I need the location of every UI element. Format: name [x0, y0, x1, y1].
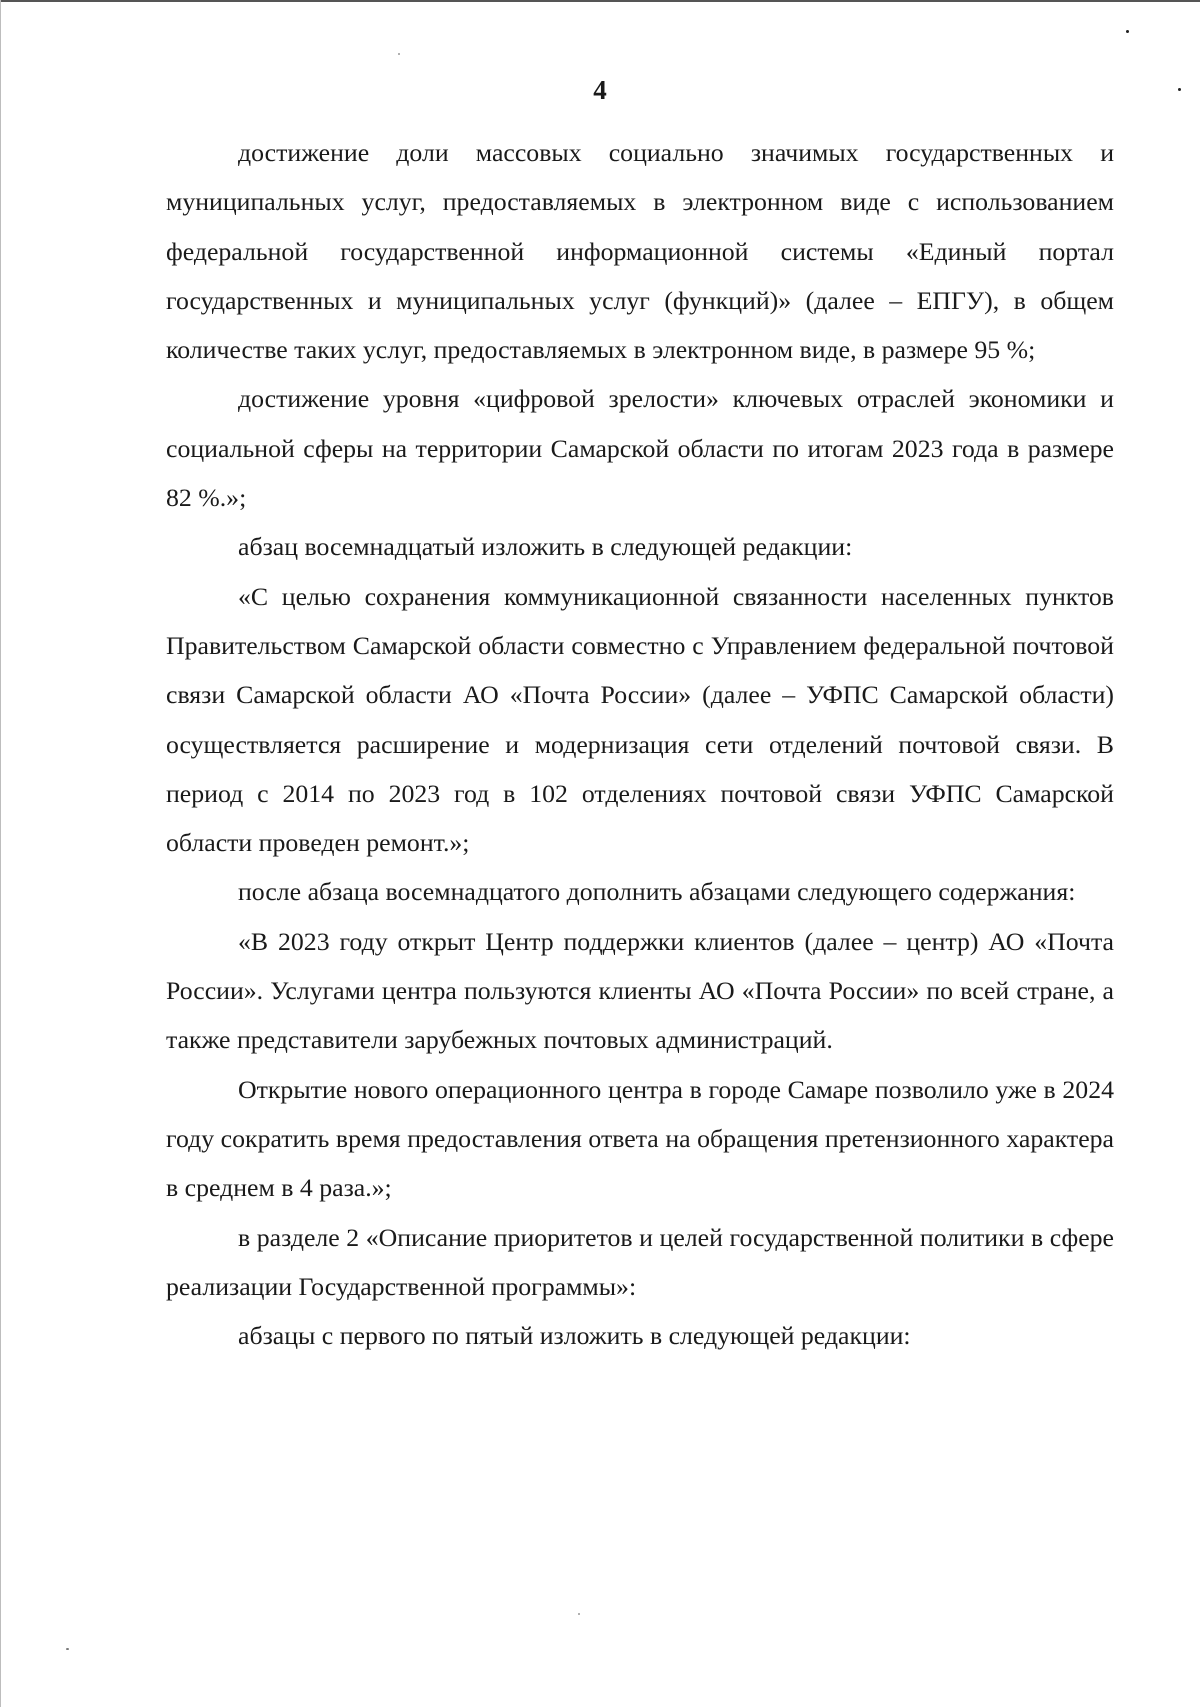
paragraph-first-to-fifth-instruction: абзацы с первого по пятый изложить в следующей редакции:	[238, 1321, 911, 1351]
scan-edge-left	[0, 0, 1, 1707]
document-body	[166, 128, 1114, 1360]
paragraph-section-2: в разделе 2 «Описание приоритетов и целей государственной политики в сфере реализации Государственной программы»:	[166, 1222, 1114, 1301]
paragraph-eighteenth-paragraph-instruction: абзац восемнадцатый изложить в следующей редакции:	[238, 532, 853, 562]
scan-edge-top	[0, 0, 1200, 2]
scan-speck	[1126, 30, 1129, 33]
paragraph-customer-support-center: «В 2023 году открыт Центр поддержки клиентов (далее – центр) АО «Почта России». Услугами центра пользуются клиенты АО «Почта России» по всей стране, а также представители зарубежных почтовых администраций.	[166, 926, 1114, 1055]
paragraph-add-paragraphs-instruction: после абзаца восемнадцатого дополнить абзацами следующего содержания:	[238, 877, 1076, 907]
paragraph-operations-center: Открытие нового операционного центра в городе Самаре позволило уже в 2024 году сократить время предоставления ответа на обращения претензионного характера в среднем в 4 раза.»;	[166, 1074, 1114, 1203]
scan-speck	[578, 1613, 580, 1615]
paragraph-digital-maturity: достижение уровня «цифровой зрелости» ключевых отраслей экономики и социальной сферы на территории Самарской области по итогам 2023 года в размере 82 %.»;	[166, 384, 1114, 513]
paragraph-digital-services-share: достижение доли массовых социально значимых государственных и муниципальных услуг, предоставляемых в электронном виде с использованием федеральной государственной информационной системы «Единый портал государственных и муниципальных услуг (функций)» (далее – ЕПГУ), в общем количестве таких услуг, предоставляемых в электронном виде, в размере 95 %;	[166, 138, 1114, 365]
page-number: 4	[593, 75, 607, 105]
scan-speck	[398, 53, 400, 55]
scan-speck	[66, 1648, 69, 1650]
paragraph-postal-network: «С целью сохранения коммуникационной связанности населенных пунктов Правительством Самарской области совместно с Управлением федеральной почтовой связи Самарской области АО «Почта России» (далее – УФПС Самарской области) осуществляется расширение и модернизация сети отделений почтовой связи. В период с 2014 по 2023 год в 102 отделениях почтовой связи УФПС Самарской области проведен ремонт.»;	[166, 581, 1114, 858]
